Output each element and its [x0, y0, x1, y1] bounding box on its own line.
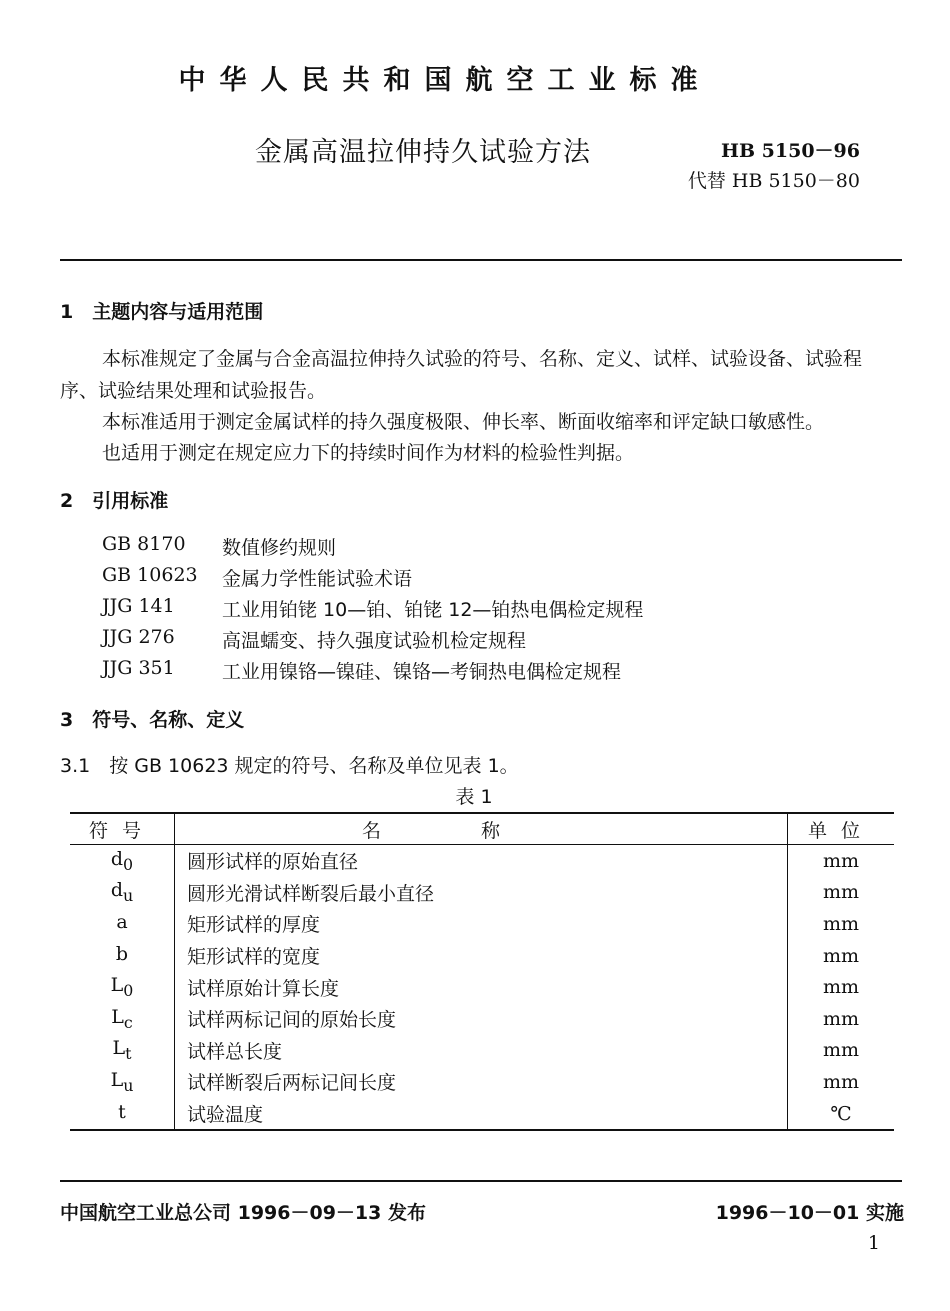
- symbol-cell: $d_0$: [70, 845, 175, 877]
- table-row: [70, 940, 894, 972]
- standard-title: 金属高温拉伸持久试验方法: [255, 137, 591, 168]
- symbol-cell: $L_0$: [70, 971, 175, 1003]
- header-name: 名称: [175, 813, 788, 845]
- name-cell: 试验温度: [175, 1098, 788, 1131]
- unit-cell: mm: [822, 849, 860, 872]
- section-1-paragraph-1-line-2: 序、试验结果处理和试验报告。: [60, 380, 327, 402]
- symbol-cell: b: [70, 940, 175, 972]
- footer-divider: [60, 1180, 902, 1182]
- symbol-cell: $L_t$: [70, 1035, 175, 1067]
- symbol-cell: a: [70, 908, 175, 940]
- name-cell: 矩形试样的厚度: [175, 908, 788, 940]
- table-header-row: [70, 813, 894, 845]
- reference-item: [0, 533, 900, 561]
- table-row: [70, 1098, 894, 1131]
- unit-cell: mm: [822, 1007, 860, 1030]
- reference-code: GB 10623: [102, 564, 198, 586]
- table-row: [70, 877, 894, 909]
- symbol-cell: t: [70, 1098, 175, 1131]
- table-row: [70, 1003, 894, 1035]
- header-symbol: 符号: [70, 813, 175, 845]
- standard-code: HB 5150－96: [721, 140, 860, 162]
- reference-code: GB 8170: [102, 533, 186, 555]
- name-cell: 圆形试样的原始直径: [175, 845, 788, 877]
- table-row: [70, 908, 894, 940]
- table-row: [70, 971, 894, 1003]
- clause-3-1: 3.1 按 GB 10623 规定的符号、名称及单位见表 1。: [60, 755, 519, 777]
- name-cell: 矩形试样的宽度: [175, 940, 788, 972]
- reference-item: [0, 626, 900, 654]
- unit-cell: mm: [822, 912, 860, 935]
- reference-name: 金属力学性能试验术语: [222, 568, 413, 590]
- unit-cell: mm: [822, 1070, 860, 1093]
- symbol-cell: $d_u$: [70, 877, 175, 909]
- reference-item: [0, 657, 900, 685]
- name-cell: 试样总长度: [175, 1035, 788, 1067]
- table-row: [70, 1035, 894, 1067]
- reference-name: 数值修约规则: [222, 537, 337, 559]
- section-3-heading: 3 符号、名称、定义: [60, 709, 245, 731]
- page-number: 1: [867, 1232, 880, 1254]
- unit-cell: mm: [822, 1039, 860, 1062]
- symbol-cell: $L_c$: [70, 1003, 175, 1035]
- reference-code: JJG 276: [102, 626, 175, 648]
- reference-code: JJG 351: [102, 657, 175, 679]
- header-unit: 单位: [788, 813, 895, 845]
- unit-cell: mm: [822, 944, 860, 967]
- table-row: [70, 1066, 894, 1098]
- reference-code: JJG 141: [102, 595, 175, 617]
- replaces-standard: 代替 HB 5150－80: [687, 170, 860, 192]
- section-1-paragraph-3: 也适用于测定在规定应力下的持续时间作为材料的检验性判据。: [102, 442, 635, 464]
- symbol-table: [70, 812, 894, 1131]
- table-caption: 表 1: [455, 786, 493, 808]
- symbol-cell: $L_u$: [70, 1066, 175, 1098]
- section-2-heading: 2 引用标准: [60, 490, 169, 512]
- table-row: [70, 845, 894, 877]
- section-1-paragraph-1-line-1: 本标准规定了金属与合金高温拉伸持久试验的符号、名称、定义、试样、试验设备、试验程: [102, 348, 863, 370]
- name-cell: 试样断裂后两标记间长度: [175, 1066, 788, 1098]
- header-divider: [60, 259, 902, 261]
- unit-cell: ℃: [830, 1102, 852, 1125]
- section-1-paragraph-2: 本标准适用于测定金属试样的持久强度极限、伸长率、断面收缩率和评定缺口敏感性。: [102, 411, 825, 433]
- reference-item: [0, 564, 900, 592]
- effective-notice: 1996－10－01 实施: [715, 1202, 904, 1224]
- reference-name: 工业用铂铑 10—铂、铂铑 12—铂热电偶检定规程: [222, 599, 644, 621]
- name-cell: 试样原始计算长度: [175, 971, 788, 1003]
- name-cell: 试样两标记间的原始长度: [175, 1003, 788, 1035]
- reference-item: [0, 595, 900, 623]
- org-title: 中华人民共和国航空工业标准: [178, 65, 712, 96]
- reference-name: 高温蠕变、持久强度试验机检定规程: [222, 630, 527, 652]
- unit-cell: mm: [822, 881, 860, 904]
- reference-name: 工业用镍铬—镍硅、镍铬—考铜热电偶检定规程: [222, 661, 622, 683]
- issue-notice: 中国航空工业总公司 1996－09－13 发布: [60, 1202, 426, 1224]
- name-cell: 圆形光滑试样断裂后最小直径: [175, 877, 788, 909]
- unit-cell: mm: [822, 976, 860, 999]
- section-1-heading: 1 主题内容与适用范围: [60, 301, 264, 323]
